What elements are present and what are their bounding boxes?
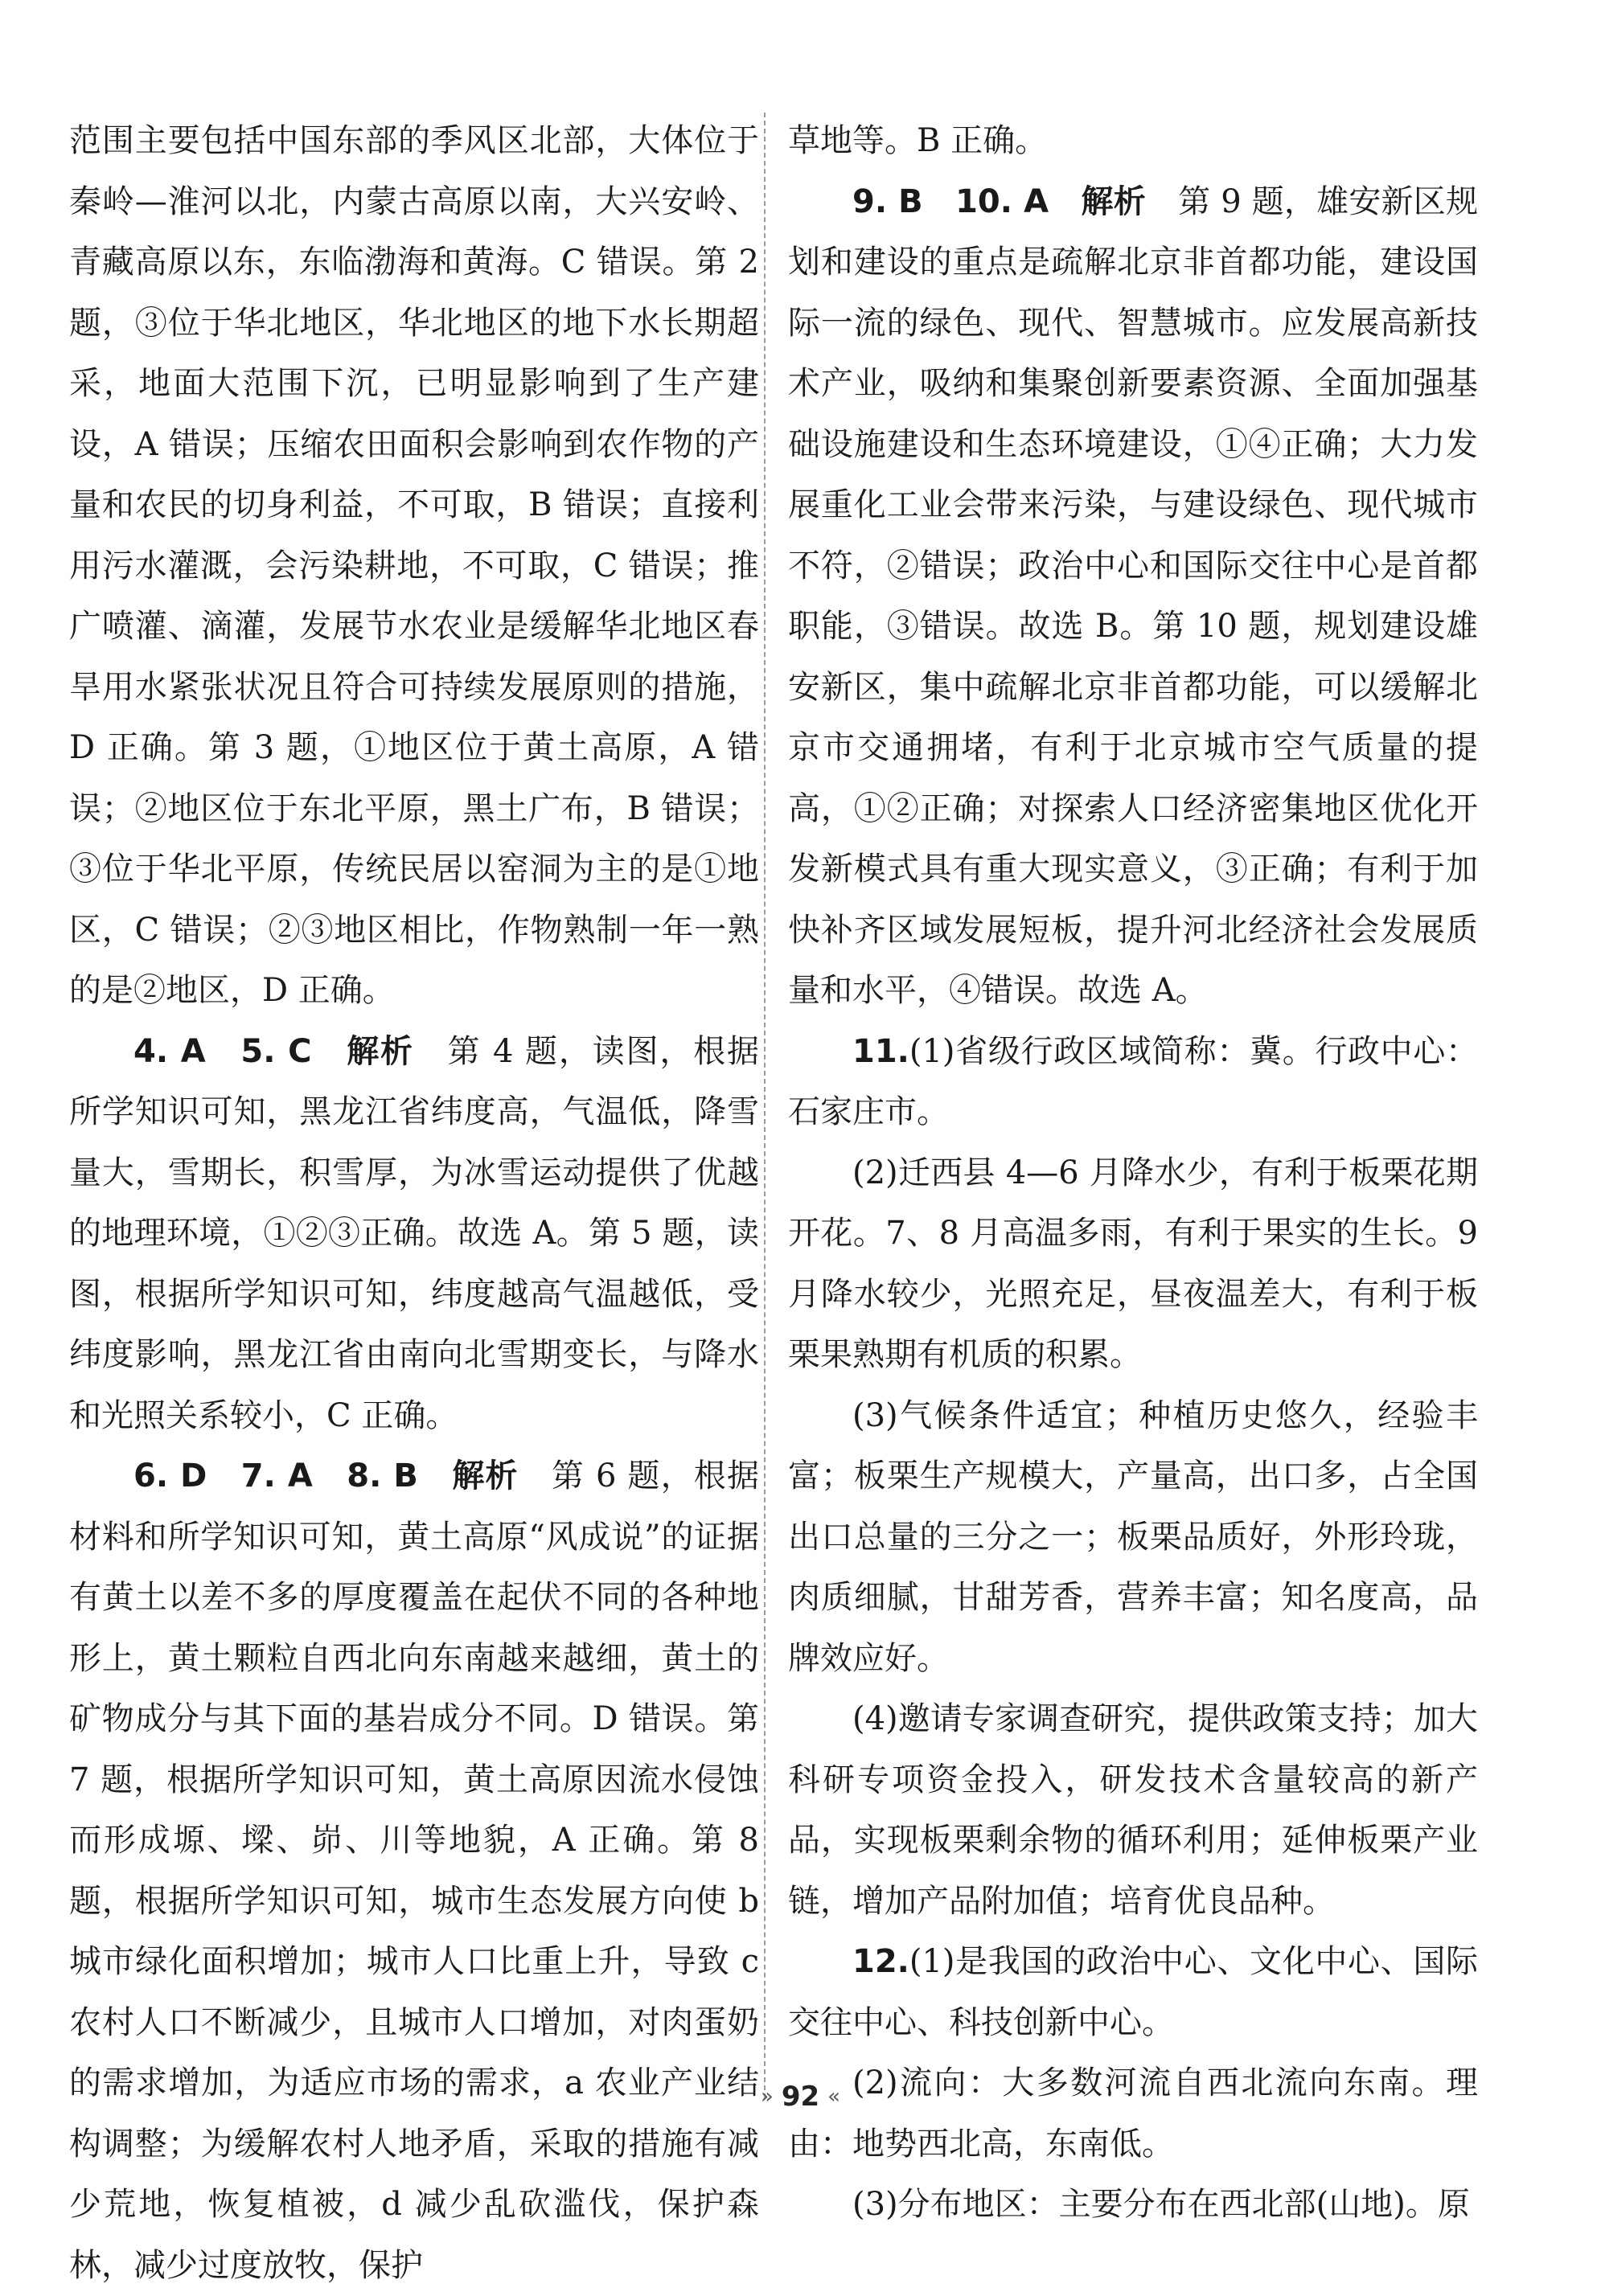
analysis-text: 第 4 题，读图，根据所学知识可知，黑龙江省纬度高，气温低，降雪量大，雪期长，积雪厚，为冰雪运动提供了优越的地理环境，①②③正确。故选 A。第 5 题，读图，根据所学知识可知，纬度越高气温越低，受纬度影响，黑龙江省由南向北雪期变长，与降水和光照关系较小，C 正确。 <box>69 1032 759 1434</box>
answer-numbers: 6. D 7. A 8. B <box>133 1458 418 1494</box>
answer-paragraph-6-8 <box>69 1446 759 2296</box>
question-number: 11. <box>852 1032 909 1070</box>
question-11-part-4: (4)邀请专家调查研究，提供政策支持；加大科研专项资金投入，研发技术含量较高的新产品，实现板栗剩余物的循环利用；延伸板栗产业链，增加产品附加值；培育优良品种。 <box>788 1700 1478 1920</box>
analysis-text: 第 9 题，雄安新区规划和建设的重点是疏解北京非首都功能，建设国际一流的绿色、现代、智慧城市。应发展高新技术产业，吸纳和集聚创新要素资源、全面加强基础设施建设和生态环境建设，①④正确；大力发展重化工业会带来污染，与建设绿色、现代城市不符，②错误；政治中心和国际交往中心是首都职能，③错误。故选 B。第 10 题，规划建设雄安新区，集中疏解北京非首都功能，可以缓解北京市交通拥堵，有利于北京城市空气质量的提高，①②正确；对探索人口经济密集地区优化开发新模式具有重大现实意义，③正确；有利于加快补齐区域发展短板，提升河北经济社会发展质量和水平，④错误。故选 A。 <box>788 182 1478 1009</box>
column-divider <box>764 113 766 2098</box>
answer-paragraph-1-3: 范围主要包括中国东部的季风区北部，大体位于秦岭—淮河以北，内蒙古高原以南，大兴安岭、青藏高原以东，东临渤海和黄海。C 错误。第 2 题，③位于华北地区，华北地区的地下水长期超采，地面大范围下沉，已明显影响到了生产建设，A 错误；压缩农田面积会影响到农作物的产量和农民的切身利益，不可取，B 错误；直接利用污水灌溉，会污染耕地，不可取，C 错误；推广喷灌、滴灌，发展节水农业是缓解华北地区春旱用水紧张状况且符合可持续发展原则的措施，D 正确。第 3 题，①地区位于黄土高原，A 错误；②地区位于东北平原，黑土广布，B 错误；③位于华北平原，传统民居以窑洞为主的是①地区，C 错误；②③地区相比，作物熟制一年一熟的是②地区，D 正确。 <box>69 122 759 1009</box>
question-12-part-2: (2)流向：大多数河流自西北流向东南。理由：地势西北高，东南低。 <box>788 2064 1478 2163</box>
answer-paragraph-9-10 <box>788 172 1478 1022</box>
question-11-part-1 <box>788 1022 1478 1143</box>
page-footer <box>0 2081 1601 2113</box>
answer-numbers: 4. A 5. C <box>133 1032 312 1070</box>
answer-paragraph-continued: 草地等。B 正确。 <box>788 122 1048 159</box>
question-11-part-3: (3)气候条件适宜；种植历史悠久，经验丰富；板栗生产规模大，产量高，出口多，占全国出口总量的三分之一；板栗品质好，外形玲珑，肉质细腻，甘甜芳香，营养丰富；知名度高，品牌效应好。 <box>788 1396 1478 1677</box>
answer-text: (1)是我国的政治中心、文化中心、国际交往中心、科技创新中心。 <box>788 1943 1478 2041</box>
answer-numbers: 9. B 10. A <box>852 182 1049 220</box>
analysis-label: 解析 <box>1081 182 1146 220</box>
left-column <box>69 111 759 2296</box>
question-12-part-3: (3)分布地区：主要分布在西北部(山地)。原 <box>852 2186 1470 2223</box>
analysis-label: 解析 <box>347 1032 414 1070</box>
question-number: 12. <box>852 1943 909 1980</box>
answer-paragraph-4-5 <box>69 1022 759 1447</box>
chevron-right-icon: » <box>760 2085 774 2109</box>
analysis-text: 第 6 题，根据材料和所学知识可知，黄土高原“风成说”的证据有黄土以差不多的厚度覆盖在起伏不同的各种地形上，黄土颗粒自西北向东南越来越细，黄土的矿物成分与其下面的基岩成分不同。D 错误。第 7 题，根据所学知识可知，黄土高原因流水侵蚀而形成塬、墚、峁、川等地貌，A 正确。第 8 题，根据所学知识可知，城市生态发展方向使 b 城市绿化面积增加；城市人口比重上升，导致 c 农村人口不断减少，且城市人口增加，对肉蛋奶的需求增加，为适应市场的需求，a 农业产业结构调整；为缓解农村人地矛盾，采取的措施有减少荒地，恢复植被，d 减少乱砍滥伐，保护森林，减少过度放牧，保护 <box>69 1458 759 2284</box>
question-11-part-2: (2)迁西县 4—6 月降水少，有利于板栗花期开花。7、8 月高温多雨，有利于果实的生长。9 月降水较少，光照充足，昼夜温差大，有利于板栗果熟期有机质的积累。 <box>788 1154 1478 1373</box>
chevron-left-icon: « <box>827 2085 841 2109</box>
right-column <box>788 111 1478 2236</box>
answer-text: (1)省级行政区域简称：冀。行政中心：石家庄市。 <box>788 1032 1478 1130</box>
page-number: 92 <box>781 2081 820 2113</box>
question-12-part-1 <box>788 1932 1478 2053</box>
analysis-label: 解析 <box>452 1458 519 1494</box>
